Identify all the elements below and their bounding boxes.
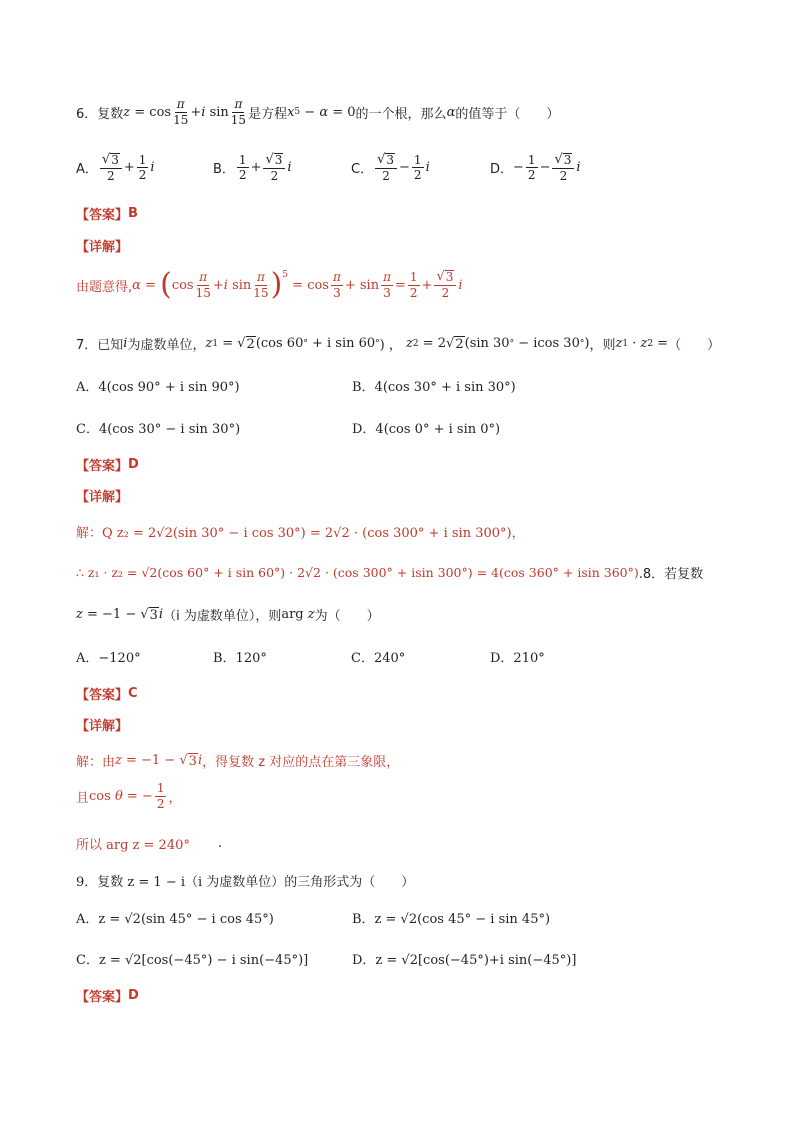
q7-option-b: B．4(cos 30° + i sin 30°) — [352, 380, 516, 395]
q8-solution-line-1: 解：由 z = −1 − √ 3 i ，得复数 z 对应的点在第三象限， — [76, 752, 400, 770]
q7-solution-line-1: 解：Q z₂ = 2√2(sin 30° − i cos 30°) = 2√2 · (cos 300° + i sin 300°)， — [76, 526, 525, 541]
q8-detail-heading: 【详解】 — [76, 719, 129, 734]
q8-solution-line-3: 所以 arg z = 240° . — [76, 836, 223, 853]
q8-answer: 【答案】 C — [76, 686, 138, 703]
q9-stem: 9．复数 z = 1 − i（i 为虚数单位）的三角形式为（ ） — [76, 875, 415, 890]
q8-stem: z = −1 − √ 3 i （i 为虚数单位），则 arg z 为（ ） — [76, 606, 380, 624]
q6-option-a: A． √ 3 2 + $\frac{1}{2}$ i — [76, 152, 155, 184]
q7-stem: 7．已知 i 为虚数单位， z 1 = √ 2 (cos 60 ° + i sin 60 ° ) ， z 2 = 2 √ 2 (sin 30 ° − icos 30 ° ) ，则 z 1 · z 2 = （ ） — [76, 335, 721, 353]
q9-option-a: A．z = √2(sin 45° − i cos 45°) — [76, 912, 274, 927]
q9-option-c: C．z = √2[cos(−45°) − i sin(−45°)] — [76, 953, 309, 968]
q7-option-a: A．4(cos 90° + i sin 90°) — [76, 380, 240, 395]
q6-options — [76, 148, 716, 188]
q6-option-b: B． $\frac{1}{2}$ + √ 3 2 i — [213, 152, 292, 184]
q7-solution-line-2: ∴ z₁ · z₂ = √2(cos 60° + i sin 60°) · 2√2 · (cos 300° + isin 300°) = 4(cos 360° + isin 360°) .8．若复数 — [76, 565, 704, 582]
q7-option-d: D．4(cos 0° + i sin 0°) — [352, 422, 501, 437]
q7-answer: 【答案】 D — [76, 457, 139, 474]
q9-answer: 【答案】 D — [76, 988, 139, 1005]
q6-option-d: D． − $\frac{1}{2}$ − √ 3 2 i — [490, 152, 581, 184]
q9-option-d: D．z = √2[cos(−45°)+i sin(−45°)] — [352, 953, 577, 968]
q7-detail-heading: 【详解】 — [76, 490, 129, 505]
q8-solution-line-2: 且 cos θ = − $\frac{1}{2}$ ， — [76, 781, 182, 811]
q8-option-c: C．240° — [351, 651, 406, 666]
q6-solution: 由题意得, α = ( cos $\frac{\pi}{15}$ + i sin $\frac{\pi}{15}$ ) $^5$ = cos $\frac{\pi}{3}$ + sin $\frac{\pi}{3}$ = $\frac{1}{2}$ + √ 3 2 i — [76, 267, 463, 302]
q8-option-b: B．120° — [213, 651, 267, 666]
q8-option-a: A．−120° — [76, 651, 141, 666]
q6-stem: 6．复数 z = cos $\frac{\pi}{15}$ + i sin $\frac{\pi}{15}$ 是方程 x 5 − α = 0 的一个根，那么 α 的值等于（ ） — [76, 97, 560, 127]
q7-option-c: C．4(cos 30° − i sin 30°) — [76, 422, 241, 437]
q6-detail-heading: 【详解】 — [76, 240, 129, 255]
q6-answer: 【答案】 B — [76, 206, 138, 223]
q9-option-b: B．z = √2(cos 45° − i sin 45°) — [352, 912, 551, 927]
q6-option-c: C． √ 3 2 − $\frac{1}{2}$ i — [351, 152, 430, 184]
q8-option-d: D．210° — [490, 651, 545, 666]
